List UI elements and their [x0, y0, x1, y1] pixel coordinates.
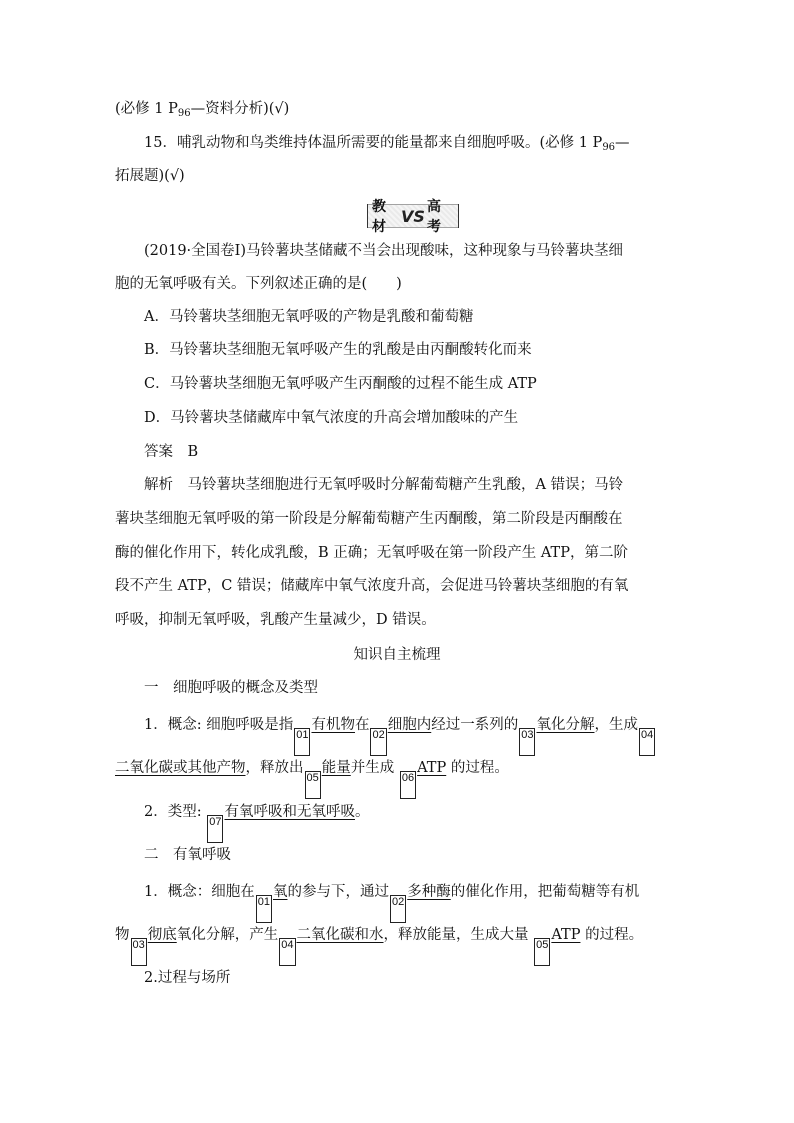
text: 一 细胞呼吸的概念及类型: [144, 680, 318, 696]
text: 1．概念：细胞在: [144, 884, 255, 900]
text: —资料分析)(√): [190, 101, 290, 117]
text: 氧化分解，产生: [176, 927, 279, 943]
text: 。: [354, 804, 370, 820]
subscript: 96: [177, 108, 191, 119]
text: 拓展题)(√): [115, 168, 185, 184]
text: 的过程。: [450, 760, 509, 776]
text: 段不产生 ATP，C 错误；储藏库中氧气浓度升高，会促进马铃薯块茎细胞的有氧: [115, 578, 629, 594]
answer-blank: 细胞内: [387, 717, 432, 733]
analysis-label: 解析: [144, 477, 173, 493]
option-c: [144, 373, 537, 395]
text-line: [115, 98, 289, 125]
text: 的催化作用，把葡萄糖等有机: [450, 884, 640, 900]
text: 的过程。: [585, 927, 644, 943]
answer-blank: 二氧化碳和水: [296, 927, 384, 943]
text: 薯块茎细胞无氧呼吸的第一阶段是分解葡萄糖产生丙酮酸，第二阶段是丙酮酸在: [115, 511, 623, 527]
section-title: [0, 644, 794, 666]
part1-types: [144, 801, 369, 843]
text-line: [144, 132, 630, 159]
text: 物: [115, 927, 130, 943]
banner-left: 教材: [372, 199, 386, 235]
text: ，生成: [594, 717, 638, 733]
analysis: [144, 474, 623, 496]
blank-number: 05: [305, 771, 321, 799]
blank-number: 02: [390, 895, 406, 923]
blank-number: 04: [279, 938, 295, 966]
text: (2019·全国卷Ⅰ)马铃薯块茎储藏不当会出现酸味，这种现象与马铃薯块茎细: [144, 243, 624, 259]
text: 2.过程与场所: [144, 970, 231, 986]
text: 胞的无氧呼吸有关。下列叙述正确的是( ): [115, 276, 402, 292]
question-stem: [115, 273, 402, 295]
blank-number: 02: [370, 728, 386, 756]
text: B．马铃薯块茎细胞无氧呼吸产生的乳酸是由丙酮酸转化而来: [144, 342, 532, 358]
text: 二 有氧呼吸: [144, 847, 231, 863]
part2-process: [144, 967, 230, 989]
part2-heading: [144, 844, 231, 866]
analysis: [115, 575, 628, 597]
blank-number: 04: [639, 728, 655, 756]
text: —: [615, 135, 630, 151]
text: 在: [354, 717, 370, 733]
text: 1．概念: 细胞呼吸是指: [144, 717, 294, 733]
text: 马铃薯块茎细胞进行无氧呼吸时分解葡萄糖产生乳酸，A 错误；马铃: [187, 477, 624, 493]
answer-blank: 彻底: [147, 927, 177, 943]
subscript: 96: [602, 142, 616, 153]
text: (必修 1 P: [115, 101, 178, 117]
answer: [144, 441, 198, 463]
answer-blank: 有氧呼吸和无氧呼吸: [224, 804, 355, 820]
blank-number: 03: [131, 938, 147, 966]
text: D．马铃薯块茎储藏库中氧气浓度的升高会增加酸味的产生: [144, 410, 519, 426]
text: ，释放能量，生成大量: [383, 927, 529, 943]
question-stem: [144, 240, 623, 262]
part1-concept: [144, 714, 656, 756]
answer-value: B: [187, 444, 199, 460]
option-a: [144, 306, 473, 328]
text: 酶的催化作用下，转化成乳酸，B 正确；无氧呼吸在第一阶段产生 ATP，第二阶: [115, 545, 628, 561]
blank-number: 03: [519, 728, 535, 756]
text: 15．哺乳动物和鸟类维持体温所需要的能量都来自细胞呼吸。(必修 1 P: [144, 135, 603, 151]
textbook-vs-exam-banner: [367, 199, 459, 235]
vs-icon: VS: [401, 206, 425, 226]
answer-blank: 氧化分解: [536, 717, 595, 733]
answer-blank: 氧: [272, 884, 288, 900]
text: 呼吸，抑制无氧呼吸，乳酸产生量减少，D 错误。: [115, 612, 436, 628]
text: 经过一系列的: [431, 717, 519, 733]
blank-number: 05: [534, 938, 550, 966]
banner-right: 高考: [426, 199, 441, 235]
option-d: [144, 407, 518, 429]
blank-number: 06: [400, 771, 416, 799]
part2-concept: [144, 881, 639, 923]
blank-number: 01: [256, 895, 272, 923]
answer-blank: ATP: [417, 760, 447, 776]
option-b: [144, 339, 532, 361]
text: 并生成: [350, 760, 395, 776]
text: ，释放出: [245, 760, 304, 776]
answer-blank: 有机物: [311, 717, 355, 733]
answer-blank: 多种酶: [407, 884, 451, 900]
text: A．马铃薯块茎细胞无氧呼吸的产物是乳酸和葡萄糖: [144, 309, 474, 325]
blank-number: 07: [207, 815, 223, 843]
answer-blank: 能量: [321, 760, 351, 776]
analysis: [115, 508, 623, 530]
blank-number: 01: [294, 728, 310, 756]
text: 2．类型:: [144, 804, 202, 820]
answer-label: 答案: [144, 444, 173, 460]
analysis: [115, 609, 436, 631]
answer-blank: ATP: [551, 927, 581, 943]
text: 知识自主梳理: [353, 647, 441, 663]
analysis: [115, 542, 628, 564]
part1-heading: [144, 677, 318, 699]
part2-concept: [115, 924, 643, 966]
part1-concept: [115, 757, 509, 799]
text: C．马铃薯块茎细胞无氧呼吸产生丙酮酸的过程不能生成 ATP: [144, 376, 537, 392]
text-line: [115, 165, 185, 187]
answer-blank: 二氧化碳或其他产物: [115, 760, 246, 776]
text: 的参与下，通过: [287, 884, 389, 900]
